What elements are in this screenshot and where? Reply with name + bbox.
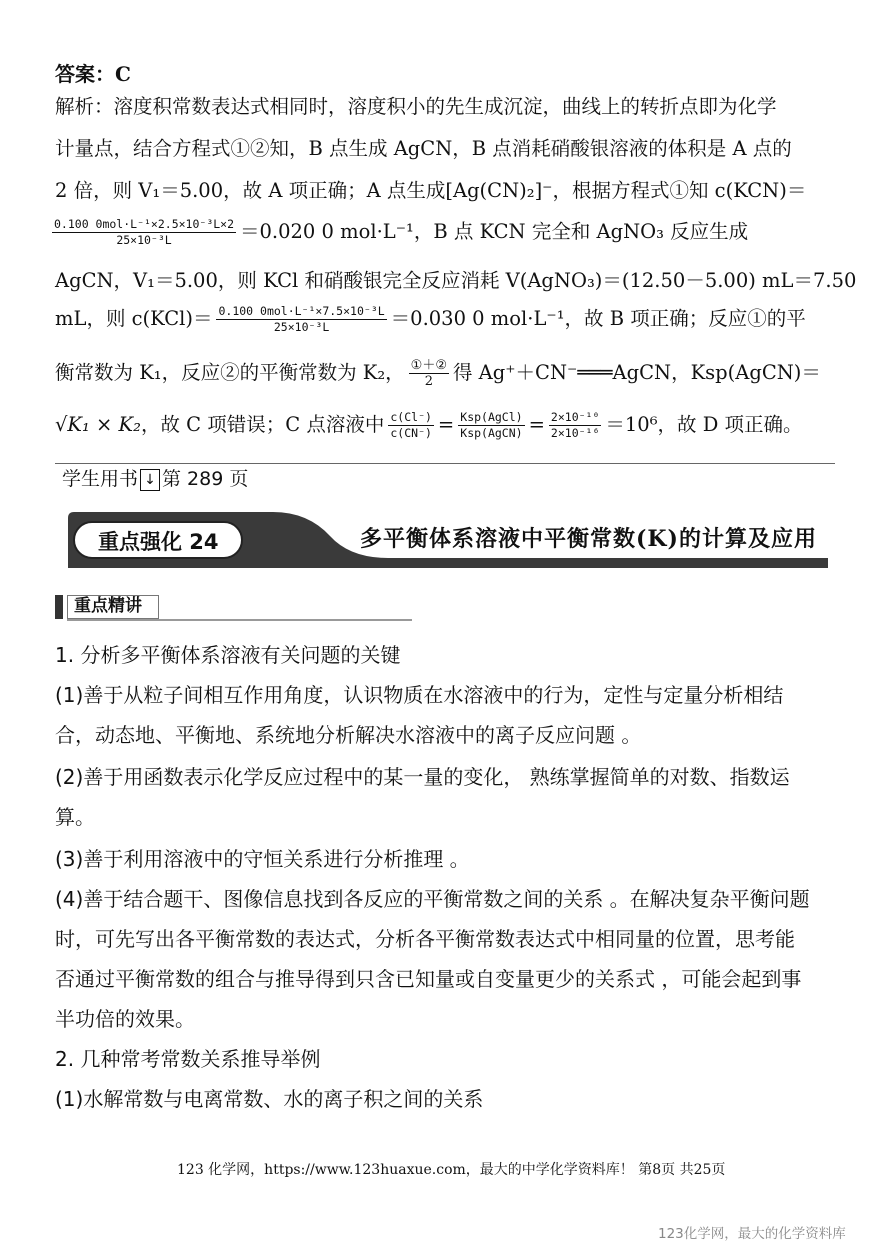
- analysis-line-2: 计量点，结合方程式①②知，B 点生成 AgCN，B 点消耗硝酸银溶液的体积是 A 点的: [55, 137, 792, 160]
- analysis-line-8: √K₁ × K₂，故 C 项错误；C 点溶液中 $\frac{c(Cl^-)}{c(CN^-)}$ = $\frac{\text{Ksp(AgCl)}}{\text{Ksp(AgCN)}}$ = $\frac{\text{2×10⁻¹⁰}}{\text{2×10⁻¹⁶}}$ ＝10⁶，故 D 项正确。: [55, 410, 803, 440]
- fraction-half-sum-num: ①＋②: [410, 358, 447, 373]
- answer-line: [55, 58, 131, 87]
- fraction-kcn-num: 0.100 0mol·L⁻¹×2.5×10⁻³L×2: [54, 217, 235, 231]
- fraction-conc-ratio-num: c(Cl⁻): [390, 410, 432, 424]
- para-2-line-1: (2)善于用函数表示化学反应过程中的某一量的变化， 熟练掌握简单的对数、指数运: [55, 765, 790, 789]
- fraction-kcl: [216, 304, 386, 335]
- analysis-line-4-text: ＝0.020 0 mol·L⁻¹，B 点 KCN 完全和 AgNO₃ 反应生成: [240, 220, 749, 243]
- fraction-values-den: 2×10⁻¹⁶: [550, 426, 600, 440]
- analysis-line-7-pre: 衡常数为 K₁，反应②的平衡常数为 K₂，: [55, 361, 405, 384]
- fraction-ksp-ratio: [458, 410, 524, 441]
- banner-title: 多平衡体系溶液中平衡常数(K)的计算及应用: [360, 526, 817, 552]
- fraction-half-sum-den: 2: [424, 374, 433, 389]
- fraction-half-sum: [409, 358, 449, 389]
- fraction-values: [549, 410, 601, 441]
- heading-2: 2. 几种常考常数关系推导举例: [55, 1047, 321, 1071]
- analysis-line-8-b: ＝10⁶，故 D 项正确。: [605, 413, 803, 436]
- section-tag-underline: [67, 619, 412, 621]
- answer-label: 答案：: [55, 62, 115, 86]
- analysis-line-1: 解析：溶度积常数表达式相同时，溶度积小的先生成沉淀，曲线上的转折点即为化学: [55, 95, 777, 118]
- fraction-kcl-num: 0.100 0mol·L⁻¹×7.5×10⁻³L: [218, 304, 385, 318]
- section-divider: [55, 463, 835, 464]
- student-book-ref: [62, 466, 248, 492]
- para-1-line-1: (1)善于从粒子间相互作用角度，认识物质在水溶液中的行为，定性与定量分析相结: [55, 683, 784, 707]
- para-4-line-3: 否通过平衡常数的组合与推导得到只含已知量或自变量更少的关系式 ，可能会起到事: [55, 967, 802, 991]
- fraction-kcn-den: 25×10⁻³L: [116, 233, 172, 247]
- fraction-conc-ratio: [388, 410, 434, 441]
- analysis-line-4: [52, 217, 748, 248]
- fraction-kcn: [52, 217, 236, 248]
- banner-label: 重点强化 24: [98, 530, 219, 554]
- analysis-line-6: [55, 304, 806, 335]
- fraction-kcl-den: 25×10⁻³L: [273, 320, 330, 334]
- watermark: 123化学网，最大的化学资料库: [658, 1226, 846, 1242]
- section-tag-bar: [55, 595, 63, 619]
- section-tag-label: 重点精讲: [74, 596, 142, 616]
- page-footer: 123 化学网，https://www.123huaxue.com，最大的中学化学资料库！ 第8页 共25页: [177, 1162, 726, 1178]
- student-book-label: 学生用书: [62, 468, 139, 490]
- para-4-line-1: (4)善于结合题干、图像信息找到各反应的平衡常数之间的关系 。在解决复杂平衡问题: [55, 887, 810, 911]
- student-book-page: 第 289 页: [162, 468, 249, 490]
- sqrt-expression: √K₁ × K₂: [55, 413, 141, 436]
- analysis-line-7-post: 得 Ag⁺＋CN⁻═══AgCN，Ksp(AgCN)＝: [452, 361, 821, 384]
- para-1-line-2: 合，动态地、平衡地、系统地分析解决水溶液中的离子反应问题 。: [55, 723, 642, 747]
- fraction-ksp-ratio-den: Ksp(AgCN): [460, 426, 523, 440]
- analysis-line-8-a: ，故 C 项错误；C 点溶液中: [140, 413, 385, 436]
- para-4-line-4: 半功倍的效果。: [55, 1007, 195, 1031]
- analysis-line-6-post: ＝0.030 0 mol·L⁻¹，故 B 项正确；反应①的平: [390, 307, 806, 330]
- section-tag: [55, 595, 415, 623]
- down-arrow-icon: ↓: [140, 469, 160, 491]
- para-3-line-1: (3)善于利用溶液中的守恒关系进行分析推理 。: [55, 847, 470, 871]
- analysis-line-7: [55, 358, 821, 389]
- analysis-line-5: AgCN，V₁＝5.00，则 KCl 和硝酸银完全反应消耗 V(AgNO₃)＝(12.50－5.00) mL＝7.50: [55, 269, 857, 292]
- para-2-line-2: 算。: [55, 805, 95, 829]
- para-5-line-1: (1)水解常数与电离常数、水的离子积之间的关系: [55, 1087, 484, 1111]
- fraction-values-num: 2×10⁻¹⁰: [550, 410, 600, 424]
- analysis-line-3: 2 倍，则 V₁＝5.00，故 A 项正确；A 点生成[Ag(CN)₂]⁻，根据方程式①知 c(KCN)＝: [55, 179, 807, 202]
- fraction-ksp-ratio-num: Ksp(AgCl): [460, 410, 523, 424]
- para-4-line-2: 时，可先写出各平衡常数的表达式，分析各平衡常数表达式中相同量的位置，思考能: [55, 927, 795, 951]
- heading-1: 1. 分析多平衡体系溶液有关问题的关键: [55, 643, 401, 667]
- analysis-line-6-pre: mL，则 c(KCl)＝: [55, 307, 213, 330]
- fraction-conc-ratio-den: c(CN⁻): [390, 426, 432, 440]
- answer-value: C: [115, 62, 131, 86]
